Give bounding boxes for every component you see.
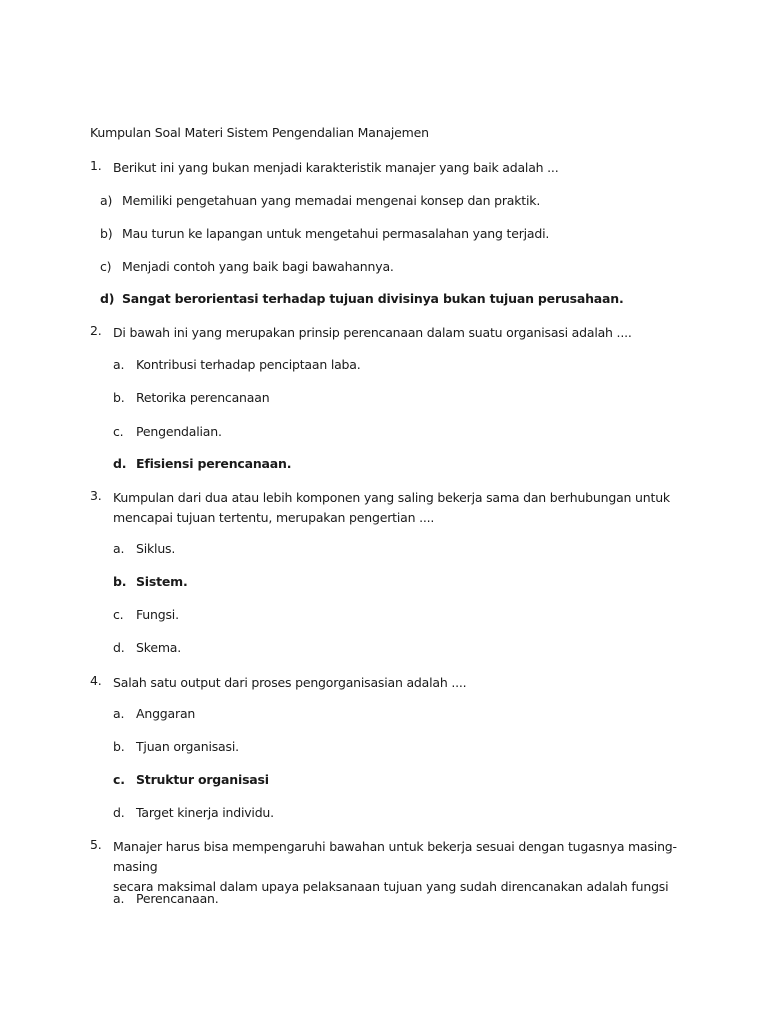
question-text-line: Kumpulan dari dua atau lebih komponen yang saling bekerja sama dan berhubungan untuk: [113, 490, 670, 505]
document-title: Kumpulan Soal Materi Sistem Pengendalian Manajemen: [90, 125, 429, 140]
question-4: [90, 673, 690, 693]
option-letter: c.: [113, 772, 125, 787]
option-letter: b.: [113, 739, 125, 754]
option-letter: a.: [113, 357, 125, 372]
option-text: Fungsi.: [136, 607, 179, 622]
question-2: [90, 323, 690, 343]
option-letter: d.: [113, 456, 127, 471]
option-letter: c.: [113, 424, 124, 439]
option-text: Struktur organisasi: [136, 772, 269, 787]
option-letter: a.: [113, 541, 125, 556]
question-number: 2.: [90, 323, 102, 338]
question-text: [113, 837, 710, 897]
option-letter: b): [100, 226, 113, 241]
option-letter: c): [100, 259, 112, 274]
option-text: Anggaran: [136, 706, 196, 721]
option-text: Memiliki pengetahuan yang memadai mengenai konsep dan praktik.: [122, 193, 541, 208]
option-text: Target kinerja individu.: [136, 805, 274, 820]
question-number: 5.: [90, 837, 102, 852]
question-number: 1.: [90, 158, 102, 173]
option-text: Mau turun ke lapangan untuk mengetahui permasalahan yang terjadi.: [122, 226, 550, 241]
option-letter: a.: [113, 706, 125, 721]
option-text: Skema.: [136, 640, 182, 655]
question-text: Di bawah ini yang merupakan prinsip perencanaan dalam suatu organisasi adalah ....: [113, 325, 632, 340]
question-number: 4.: [90, 673, 102, 688]
option-text: Retorika perencanaan: [136, 390, 270, 405]
question-text-line: secara maksimal dalam upaya pelaksanaan tujuan yang sudah direncanakan adalah fungsi: [113, 879, 669, 894]
question-text-line: mencapai tujuan tertentu, merupakan pengertian ....: [113, 510, 435, 525]
option-text: Sistem.: [136, 574, 188, 589]
option-letter: d): [100, 291, 115, 306]
option-text: Kontribusi terhadap penciptaan laba.: [136, 357, 361, 372]
option-letter: d.: [113, 640, 125, 655]
option-letter: a): [100, 193, 113, 208]
option-letter: d.: [113, 805, 125, 820]
question-1: [90, 158, 690, 178]
question-number: 3.: [90, 488, 102, 503]
question-text: Berikut ini yang bukan menjadi karakteristik manajer yang baik adalah ...: [113, 160, 559, 175]
option-letter: a.: [113, 891, 125, 906]
question-text: [113, 488, 690, 528]
option-text: Menjadi contoh yang baik bagi bawahannya.: [122, 259, 394, 274]
question-5: [90, 837, 710, 897]
option-text: Siklus.: [136, 541, 176, 556]
option-letter: b.: [113, 390, 125, 405]
option-text: Perencanaan.: [136, 891, 219, 906]
option-text: Tjuan organisasi.: [136, 739, 239, 754]
option-letter: c.: [113, 607, 124, 622]
question-text: Salah satu output dari proses pengorganisasian adalah ....: [113, 675, 467, 690]
option-text: Sangat berorientasi terhadap tujuan divisinya bukan tujuan perusahaan.: [122, 291, 624, 306]
option-text: Pengendalian.: [136, 424, 222, 439]
option-text: Efisiensi perencanaan.: [136, 456, 292, 471]
question-3: [90, 488, 690, 528]
question-text-line: Manajer harus bisa mempengaruhi bawahan untuk bekerja sesuai dengan tugasnya masing-masing: [113, 839, 677, 874]
option-letter: b.: [113, 574, 127, 589]
